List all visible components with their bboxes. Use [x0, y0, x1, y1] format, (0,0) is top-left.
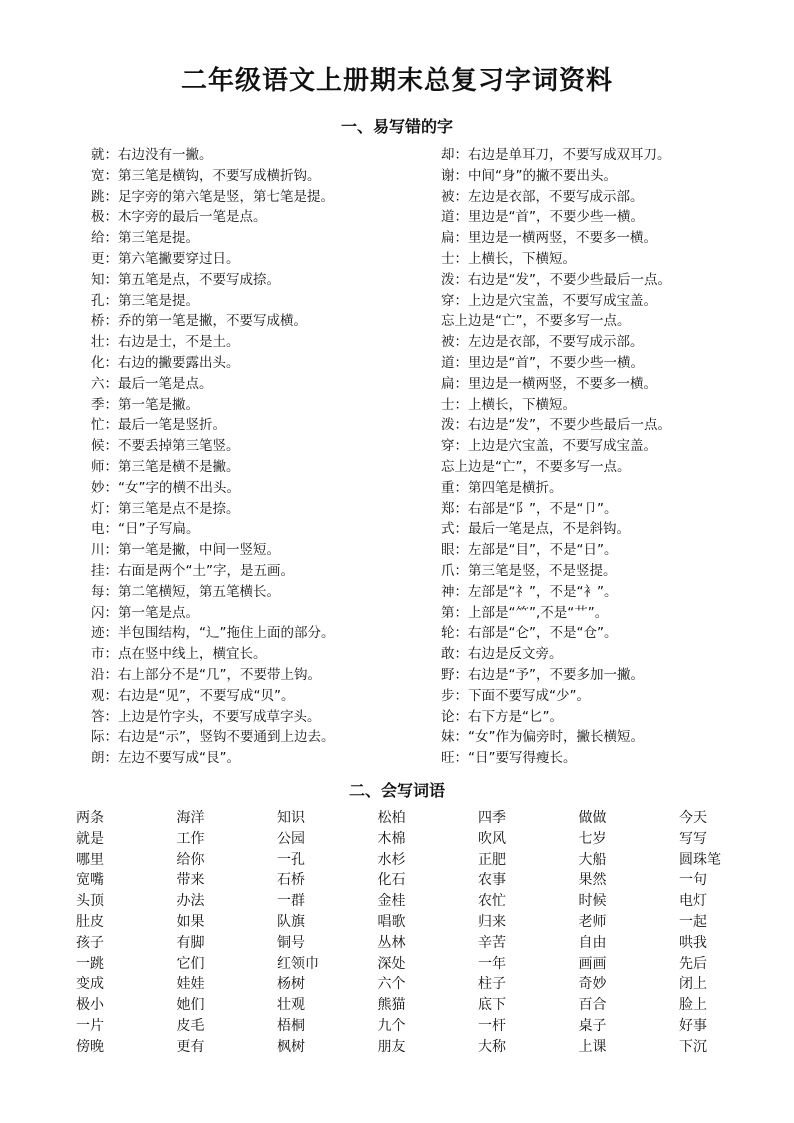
vocabulary-word: 金桂	[377, 893, 406, 910]
vocabulary-word: 大船	[578, 851, 607, 868]
typo-entry: 泼：右边是“发”，不要少些最后一点。	[441, 271, 671, 288]
typo-entry: 壮：右边是士，不是土。	[91, 334, 240, 351]
typo-entry: 挂：右面是两个“土”字，是五画。	[91, 562, 294, 579]
vocabulary-word: 就是	[76, 830, 104, 847]
vocabulary-word: 柱子	[478, 976, 506, 993]
typo-entry: 孔：第三笔是提。	[91, 292, 199, 309]
typo-entry: 给：第三笔是提。	[91, 230, 199, 247]
vocabulary-word: 给你	[176, 851, 205, 868]
vocabulary-grid	[76, 808, 736, 1058]
vocabulary-word: 孩子	[76, 934, 104, 951]
typo-entry: 却：右边是单耳刀，不要写成双耳刀。	[441, 147, 671, 163]
vocabulary-word: 如果	[176, 913, 205, 930]
typo-entry: 泼：右边是“发”，不要少些最后一点。	[441, 417, 671, 434]
typo-entry: 知：第五笔是点，不要写成捺。	[91, 271, 280, 288]
vocabulary-word: 上课	[578, 1038, 607, 1055]
typo-entry: 际：右边是“示”，竖钩不要通到上边去。	[91, 729, 335, 746]
typo-entry: 更：第六笔撇要穿过日。	[91, 250, 240, 267]
vocabulary-word: 辛苦	[478, 934, 506, 951]
vocabulary-word: 一跳	[76, 955, 104, 972]
vocabulary-word: 知识	[277, 810, 305, 826]
vocabulary-word: 六个	[377, 976, 406, 993]
typo-entry: 忘上边是“亡”，不要多写一点。	[441, 313, 631, 330]
typo-entry: 跳：足字旁的第六笔是竖，第七笔是提。	[91, 188, 334, 205]
vocabulary-word: 木棉	[377, 830, 406, 847]
typo-entry: 化：右边的撇要露出头。	[91, 354, 240, 371]
vocabulary-word: 它们	[176, 955, 205, 972]
typo-entry: 每：第二笔横短，第五笔横长。	[91, 583, 280, 600]
vocabulary-word: 枫树	[277, 1038, 305, 1055]
typo-entry: 就：右边没有一撇。	[91, 147, 213, 163]
vocabulary-word: 肚皮	[76, 913, 104, 930]
typo-entry: 妙：“女”字的横不出头。	[91, 479, 240, 496]
typo-entry: 旺：“日”要写得瘦长。	[441, 750, 577, 767]
vocabulary-word: 一杆	[478, 1017, 506, 1034]
typo-entry: 式：最后一笔是点，不是斜钩。	[441, 521, 630, 538]
page-title: 二年级语文上册期末总复习字词资料	[180, 66, 613, 96]
typo-entry: 重：第四笔是横折。	[441, 479, 563, 496]
vocabulary-word: 闭上	[679, 976, 707, 993]
typo-entry: 闪：第一笔是点。	[91, 604, 199, 621]
vocabulary-word: 丛林	[377, 934, 406, 951]
vocabulary-word: 铜号	[277, 934, 305, 951]
typo-entry: 道：里边是“首”，不要少些一横。	[441, 354, 644, 371]
vocabulary-word: 石桥	[277, 872, 305, 889]
vocabulary-word: 她们	[176, 997, 205, 1014]
vocabulary-word: 好事	[679, 1017, 707, 1034]
typo-entry: 道：里边是“首”，不要少些一横。	[441, 209, 644, 226]
vocabulary-word: 办法	[176, 893, 205, 910]
typo-entry: 迹：半包围结构，“辶”拖住上面的部分。	[91, 625, 335, 642]
vocabulary-word: 正肥	[478, 851, 506, 868]
typo-entry: 市：点在竖中线上，横宜长。	[91, 646, 267, 663]
typo-entry: 眼：左部是“目”，不是“日”。	[441, 542, 618, 559]
typo-entry: 极：木字旁的最后一笔是点。	[91, 209, 267, 226]
vocabulary-word: 一片	[76, 1017, 104, 1034]
typo-entry: 士：上横长，下横短。	[441, 250, 576, 267]
vocabulary-word: 唱歌	[377, 913, 406, 930]
vocabulary-word: 哄我	[679, 934, 707, 951]
typo-entry: 被：左边是衣部，不要写成示部。	[441, 334, 644, 351]
typo-entry: 扁：里边是一横两竖，不要多一横。	[441, 230, 657, 247]
typo-entry: 郑：右部是“阝”，不是“卩”。	[441, 500, 618, 517]
vocabulary-word: 更有	[176, 1038, 205, 1055]
typo-entry: 第：上部是“⺮”,不是“艹”。	[441, 604, 609, 621]
typo-entry: 轮：右部是“仑”，不是“仓”。	[441, 625, 618, 642]
vocabulary-word: 一孔	[277, 851, 305, 868]
vocabulary-word: 圆珠笔	[679, 851, 721, 868]
vocabulary-word: 深处	[377, 955, 406, 972]
vocabulary-word: 先后	[679, 955, 707, 972]
vocabulary-word: 朋友	[377, 1038, 406, 1055]
vocabulary-word: 老师	[578, 913, 607, 930]
vocabulary-word: 四季	[478, 810, 506, 826]
vocabulary-word: 一年	[478, 955, 506, 972]
vocabulary-word: 杨树	[277, 976, 305, 993]
vocabulary-word: 队旗	[277, 913, 305, 930]
vocabulary-word: 果然	[578, 872, 607, 889]
typo-entry: 电：“日”子写扁。	[91, 521, 200, 538]
vocabulary-word: 公园	[277, 830, 305, 847]
vocabulary-word: 海洋	[176, 810, 205, 826]
vocabulary-word: 宽嘴	[76, 872, 104, 889]
vocabulary-word: 农忙	[478, 893, 506, 910]
vocabulary-word: 傍晚	[76, 1038, 104, 1055]
typo-entry: 野：右边是“予”，不要多加一撇。	[441, 666, 644, 683]
vocabulary-word: 皮毛	[176, 1017, 205, 1034]
vocabulary-word: 梧桐	[277, 1017, 305, 1034]
vocabulary-word: 一起	[679, 913, 707, 930]
vocabulary-word: 脸上	[679, 997, 707, 1014]
typo-entry: 师：第三笔是横不是撇。	[91, 458, 240, 475]
typo-entry: 穿：上边是穴宝盖，不要写成宝盖。	[441, 438, 657, 455]
vocabulary-word: 归来	[478, 913, 506, 930]
vocabulary-word: 带来	[176, 872, 205, 889]
vocabulary-word: 桌子	[578, 1017, 607, 1034]
vocabulary-word: 吹风	[478, 830, 506, 847]
section-heading-vocabulary: 二、会写词语	[348, 781, 445, 800]
typo-entry: 神：左部是“礻”，不是“衤”。	[441, 583, 618, 600]
vocabulary-word: 娃娃	[176, 976, 205, 993]
section-heading-typo-characters: 一、易写错的字	[340, 117, 453, 136]
typo-entry: 灯：第三笔是点不是捺。	[91, 500, 240, 517]
typo-entry: 步：下面不要写成“少”。	[441, 687, 590, 704]
typo-entry: 六：最后一笔是点。	[91, 375, 213, 392]
typo-entry: 答：上边是竹字头，不要写成草字头。	[91, 708, 321, 725]
typo-entry: 川：第一笔是撇，中间一竖短。	[91, 542, 280, 559]
typo-entry: 妹：“女”作为偏旁时，撇长横短。	[441, 729, 644, 746]
vocabulary-word: 头顶	[76, 893, 104, 910]
typo-entry: 忘上边是“亡”，不要多写一点。	[441, 458, 631, 475]
typo-entry: 被：左边是衣部，不要写成示部。	[441, 188, 644, 205]
vocabulary-word: 哪里	[76, 851, 104, 868]
vocabulary-word: 一句	[679, 872, 707, 889]
vocabulary-word: 底下	[478, 997, 506, 1014]
vocabulary-word: 两条	[76, 810, 104, 826]
vocabulary-word: 时候	[578, 893, 607, 910]
typo-entry: 忙：最后一笔是竖折。	[91, 417, 226, 434]
vocabulary-word: 水杉	[377, 851, 406, 868]
typo-entry: 谢：中间“身”的撇不要出头。	[441, 167, 617, 184]
vocabulary-word: 松柏	[377, 810, 406, 826]
vocabulary-word: 七岁	[578, 830, 607, 847]
vocabulary-word: 变成	[76, 976, 104, 993]
typo-entry: 爪：第三笔是竖，不是竖提。	[441, 562, 617, 579]
typo-entry: 扁：里边是一横两竖，不要多一横。	[441, 375, 657, 392]
typo-list-left	[91, 145, 431, 769]
vocabulary-word: 大称	[478, 1038, 506, 1055]
typo-entry: 敢：右边是反文旁。	[441, 646, 563, 663]
typo-entry: 朗：左边不要写成“艮”。	[91, 750, 240, 767]
vocabulary-word: 红领巾	[277, 955, 319, 972]
typo-entry: 季：第一笔是撇。	[91, 396, 199, 413]
vocabulary-word: 今天	[679, 810, 707, 826]
vocabulary-word: 画画	[578, 955, 607, 972]
typo-entry: 观：右边是“见”，不要写成“贝”。	[91, 687, 295, 704]
typo-entry: 候：不要丢掉第三笔竖。	[91, 438, 240, 455]
vocabulary-word: 农事	[478, 872, 506, 889]
vocabulary-word: 电灯	[679, 893, 707, 910]
vocabulary-word: 百合	[578, 997, 607, 1014]
typo-entry: 士：上横长，下横短。	[441, 396, 576, 413]
typo-list-right	[441, 145, 781, 769]
vocabulary-word: 自由	[578, 934, 607, 951]
vocabulary-word: 化石	[377, 872, 406, 889]
vocabulary-word: 有脚	[176, 934, 205, 951]
typo-entry: 论：右下方是“匕”。	[441, 708, 563, 725]
vocabulary-word: 壮观	[277, 997, 305, 1014]
vocabulary-word: 奇妙	[578, 976, 607, 993]
vocabulary-word: 九个	[377, 1017, 406, 1034]
vocabulary-word: 做做	[578, 810, 607, 826]
typo-entry: 沿：右上部分不是“几”，不要带上钩。	[91, 666, 321, 683]
vocabulary-word: 写写	[679, 830, 707, 847]
typo-entry: 宽：第三笔是横钩，不要写成横折钩。	[91, 167, 321, 184]
typo-entry: 穿：上边是穴宝盖，不要写成宝盖。	[441, 292, 657, 309]
vocabulary-word: 下沉	[679, 1038, 707, 1055]
vocabulary-word: 工作	[176, 830, 205, 847]
vocabulary-word: 一群	[277, 893, 305, 910]
vocabulary-word: 极小	[76, 997, 104, 1014]
typo-entry: 桥：乔的第一笔是撇，不要写成横。	[91, 313, 307, 330]
vocabulary-word: 熊猫	[377, 997, 406, 1014]
